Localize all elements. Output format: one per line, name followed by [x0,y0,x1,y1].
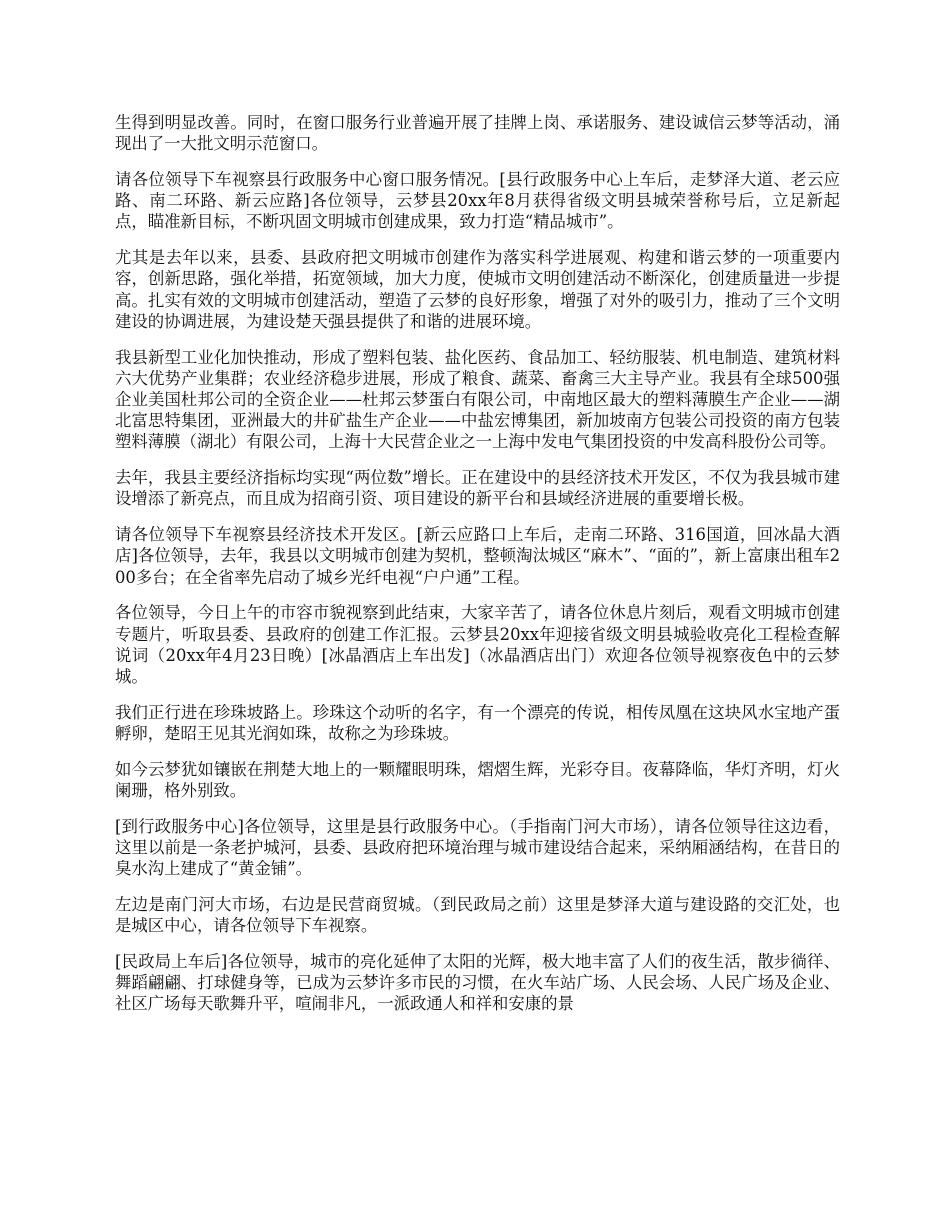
paragraph: 左边是南门河大市场，右边是民营商贸城。（到民政局之前）这里是梦泽大道与建设路的交汇处，也是城区中心，请各位领导下车视察。 [115,895,840,936]
paragraph: 各位领导，今日上午的市容市貌视察到此结束，大家辛苦了，请各位休息片刻后，观看文明城市创建专题片，听取县委、县政府的创建工作汇报。云梦县20xx年迎接省级文明县城验收亮化工程检查解说词（20xx年4月23日晚）[冰晶酒店上车出发]（冰晶酒店出门）欢迎各位领导视察夜色中的云梦城。 [115,603,840,687]
paragraph: 尤其是去年以来，县委、县政府把文明城市创建作为落实科学进展观、构建和谐云梦的一项重要内容，创新思路，强化举措，拓宽领域，加大力度，使城市文明创建活动不断深化，创建质量进一步提高。扎实有效的文明城市创建活动，塑造了云梦的良好形象，增强了对外的吸引力，推动了三个文明建设的协调进展，为建设楚天强县提供了和谐的进展环境。 [115,248,840,331]
paragraph: 我们正行进在珍珠坡路上。珍珠这个动听的名字，有一个漂亮的传说，相传凤凰在这块风水宝地产蛋孵卵，楚昭王见其光润如珠，故称之为珍珠坡。 [115,702,840,744]
paragraph: 生得到明显改善。同时，在窗口服务行业普遍开展了挂牌上岗、承诺服务、建设诚信云梦等活动，涌现出了一大批文明示范窗口。 [115,113,840,154]
paragraph: 如今云梦犹如镶嵌在荆楚大地上的一颗耀眼明珠，熠熠生辉，光彩夺目。夜幕降临，华灯齐明，灯火阑珊，格外别致。 [115,759,840,801]
paragraph: 请各位领导下车视察县经济技术开发区。[新云应路口上车后，走南二环路、316国道，回冰晶大酒店]各位领导，去年，我县以文明城市创建为契机，整顿淘汰城区“麻木”、“面的”，新上富康出租车200多台；在全省率先启动了城乡光纤电视“户户通”工程。 [115,525,840,587]
paragraph: [到行政服务中心]各位领导，这里是县行政服务中心。（手指南门河大市场），请各位领导往这边看，这里以前是一条老护城河，县委、县政府把环境治理与城市建设结合起来，采纳厢涵结构，在昔日的臭水沟上建成了“黄金铺”。 [115,816,840,879]
paragraph: 我县新型工业化加快推动，形成了塑料包装、盐化医药、食品加工、轻纺服装、机电制造、建筑材料六大优势产业集群；农业经济稳步进展，形成了粮食、蔬菜、畜禽三大主导产业。我县有全球500强企业美国杜邦公司的全资企业——杜邦云梦蛋白有限公司，中南地区最大的塑料薄膜生产企业——湖北富思特集团，亚洲最大的井矿盐生产企业——中盐宏博集团，新加坡南方包装公司投资的南方包装塑料薄膜（湖北）有限公司，上海十大民营企业之一上海中发电气集团投资的中发高科股份公司等。 [115,347,840,452]
paragraph: 请各位领导下车视察县行政服务中心窗口服务情况。[县行政服务中心上车后，走梦泽大道、老云应路、南二环路、新云应路]各位领导，云梦县20xx年8月获得省级文明县城荣誉称号后，立足新起点，瞄准新目标，不断巩固文明城市创建成果，致力打造“精品城市”。 [115,170,840,232]
document-page [115,112,840,1029]
paragraph: [民政局上车后]各位领导，城市的亮化延伸了太阳的光辉，极大地丰富了人们的夜生活，散步徜徉、舞蹈翩翩、打球健身等，已成为云梦许多市民的习惯，在火车站广场、人民会场、人民广场及企业、社区广场每天歌舞升平，喧闹非凡，一派政通人和祥和安康的景 [115,952,840,1014]
paragraph: 去年，我县主要经济指标均实现“两位数”增长。正在建设中的县经济技术开发区，不仅为我县城市建设增添了新亮点，而且成为招商引资、项目建设的新平台和县域经济进展的重要增长极。 [115,468,840,509]
